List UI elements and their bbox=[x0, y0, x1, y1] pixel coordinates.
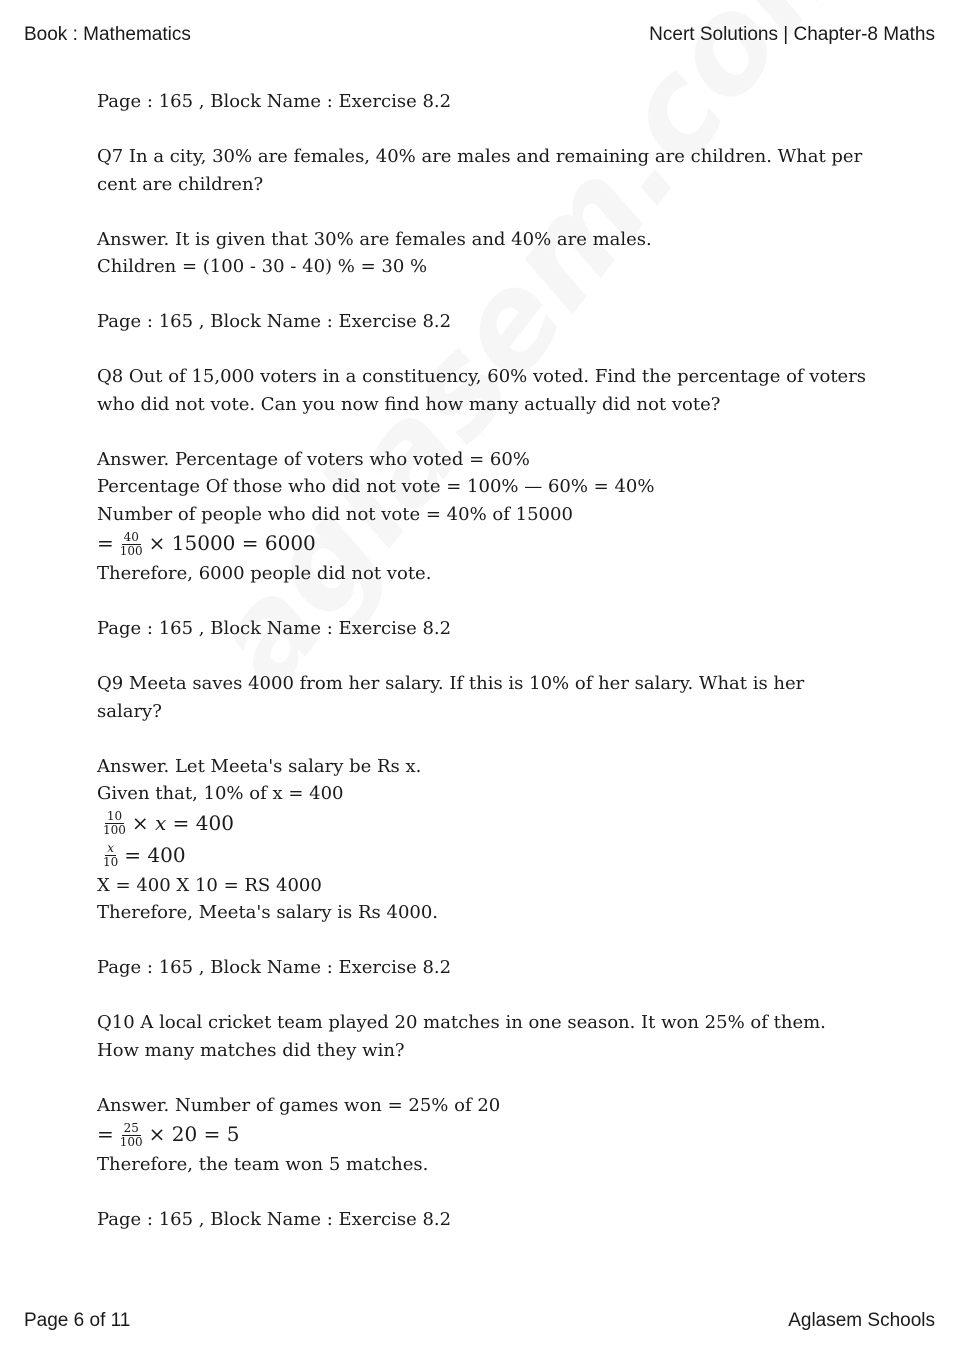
equation-rest: = 400 bbox=[124, 842, 186, 867]
answer-7-line-1: Answer. It is given that 30% are females and 40% are males. bbox=[97, 228, 652, 250]
answer-8-line-3: Number of people who did not vote = 40% of 15000 bbox=[97, 503, 573, 525]
numerator: 40 bbox=[123, 529, 139, 544]
equation-rest: = 400 bbox=[172, 810, 234, 835]
footer-page-number: Page 6 of 11 bbox=[24, 1310, 131, 1331]
answer-8-line-1: Answer. Percentage of voters who voted = 60% bbox=[97, 448, 530, 470]
denominator: 100 bbox=[119, 543, 143, 558]
answer-10-equation bbox=[97, 1119, 867, 1151]
question-9: Q9 Meeta saves 4000 from her salary. If this is 10% of her salary. What is her salary? bbox=[97, 673, 811, 722]
fraction bbox=[101, 810, 128, 837]
numerator: 10 bbox=[106, 809, 123, 823]
answer-9-line-3: X = 400 X 10 = RS 4000 bbox=[97, 874, 322, 896]
answer-8-line-2: Percentage Of those who did not vote = 100% — 60% = 40% bbox=[97, 476, 655, 497]
fraction bbox=[118, 531, 145, 558]
page-content bbox=[97, 88, 872, 1234]
equation-rest: × 20 = 5 bbox=[148, 1122, 240, 1147]
footer-publisher: Aglasem Schools bbox=[788, 1310, 935, 1331]
answer-7-line-2: Children = (100 - 30 - 40) % = 30 % bbox=[97, 256, 428, 277]
question-7: Q7 In a city, 30% are females, 40% are males and remaining are children. What per cent are children? bbox=[97, 146, 868, 195]
page-block-label: Page : 165 , Block Name : Exercise 8.2 bbox=[97, 618, 452, 639]
page-block-label: Page : 165 , Block Name : Exercise 8.2 bbox=[97, 1209, 452, 1230]
question-8: Q8 Out of 15,000 voters in a constituency, 60% voted. Find the percentage of voters who did not vote. Can you now find how many actually did not vote? bbox=[97, 366, 872, 415]
numerator: x bbox=[107, 841, 115, 855]
answer-9-equation-1 bbox=[97, 808, 867, 840]
header-book-title: Book : Mathematics bbox=[24, 24, 191, 45]
answer-9-equation-2 bbox=[97, 840, 867, 872]
page-block-label: Page : 165 , Block Name : Exercise 8.2 bbox=[97, 91, 452, 112]
answer-8-line-4: Therefore, 6000 people did not vote. bbox=[97, 563, 432, 584]
equals-sign: = bbox=[97, 1122, 114, 1147]
question-10: Q10 A local cricket team played 20 matches in one season. It won 25% of them. How many matches did they win? bbox=[97, 1012, 832, 1061]
answer-9-line-2: Given that, 10% of x = 400 bbox=[97, 783, 344, 804]
page-block-label: Page : 165 , Block Name : Exercise 8.2 bbox=[97, 957, 452, 978]
header-chapter-title: Ncert Solutions | Chapter-8 Maths bbox=[649, 24, 935, 45]
numerator: 25 bbox=[123, 1120, 139, 1135]
equals-sign: = bbox=[97, 531, 114, 556]
times-sign: × bbox=[131, 810, 149, 835]
answer-9-line-1: Answer. Let Meeta's salary be Rs x. bbox=[97, 755, 422, 777]
answer-10-line-1: Answer. Number of games won = 25% of 20 bbox=[97, 1094, 501, 1116]
variable-x: x bbox=[155, 810, 167, 835]
answer-10-line-2: Therefore, the team won 5 matches. bbox=[97, 1154, 429, 1175]
denominator: 10 bbox=[103, 855, 119, 869]
page-block-label: Page : 165 , Block Name : Exercise 8.2 bbox=[97, 311, 452, 332]
answer-8-equation bbox=[97, 528, 867, 560]
answer-9-line-4: Therefore, Meeta's salary is Rs 4000. bbox=[97, 902, 439, 923]
fraction bbox=[118, 1122, 145, 1149]
denominator: 100 bbox=[103, 823, 126, 837]
fraction bbox=[101, 842, 120, 869]
denominator: 100 bbox=[119, 1134, 143, 1149]
equation-rest: × 15000 = 6000 bbox=[148, 531, 316, 556]
